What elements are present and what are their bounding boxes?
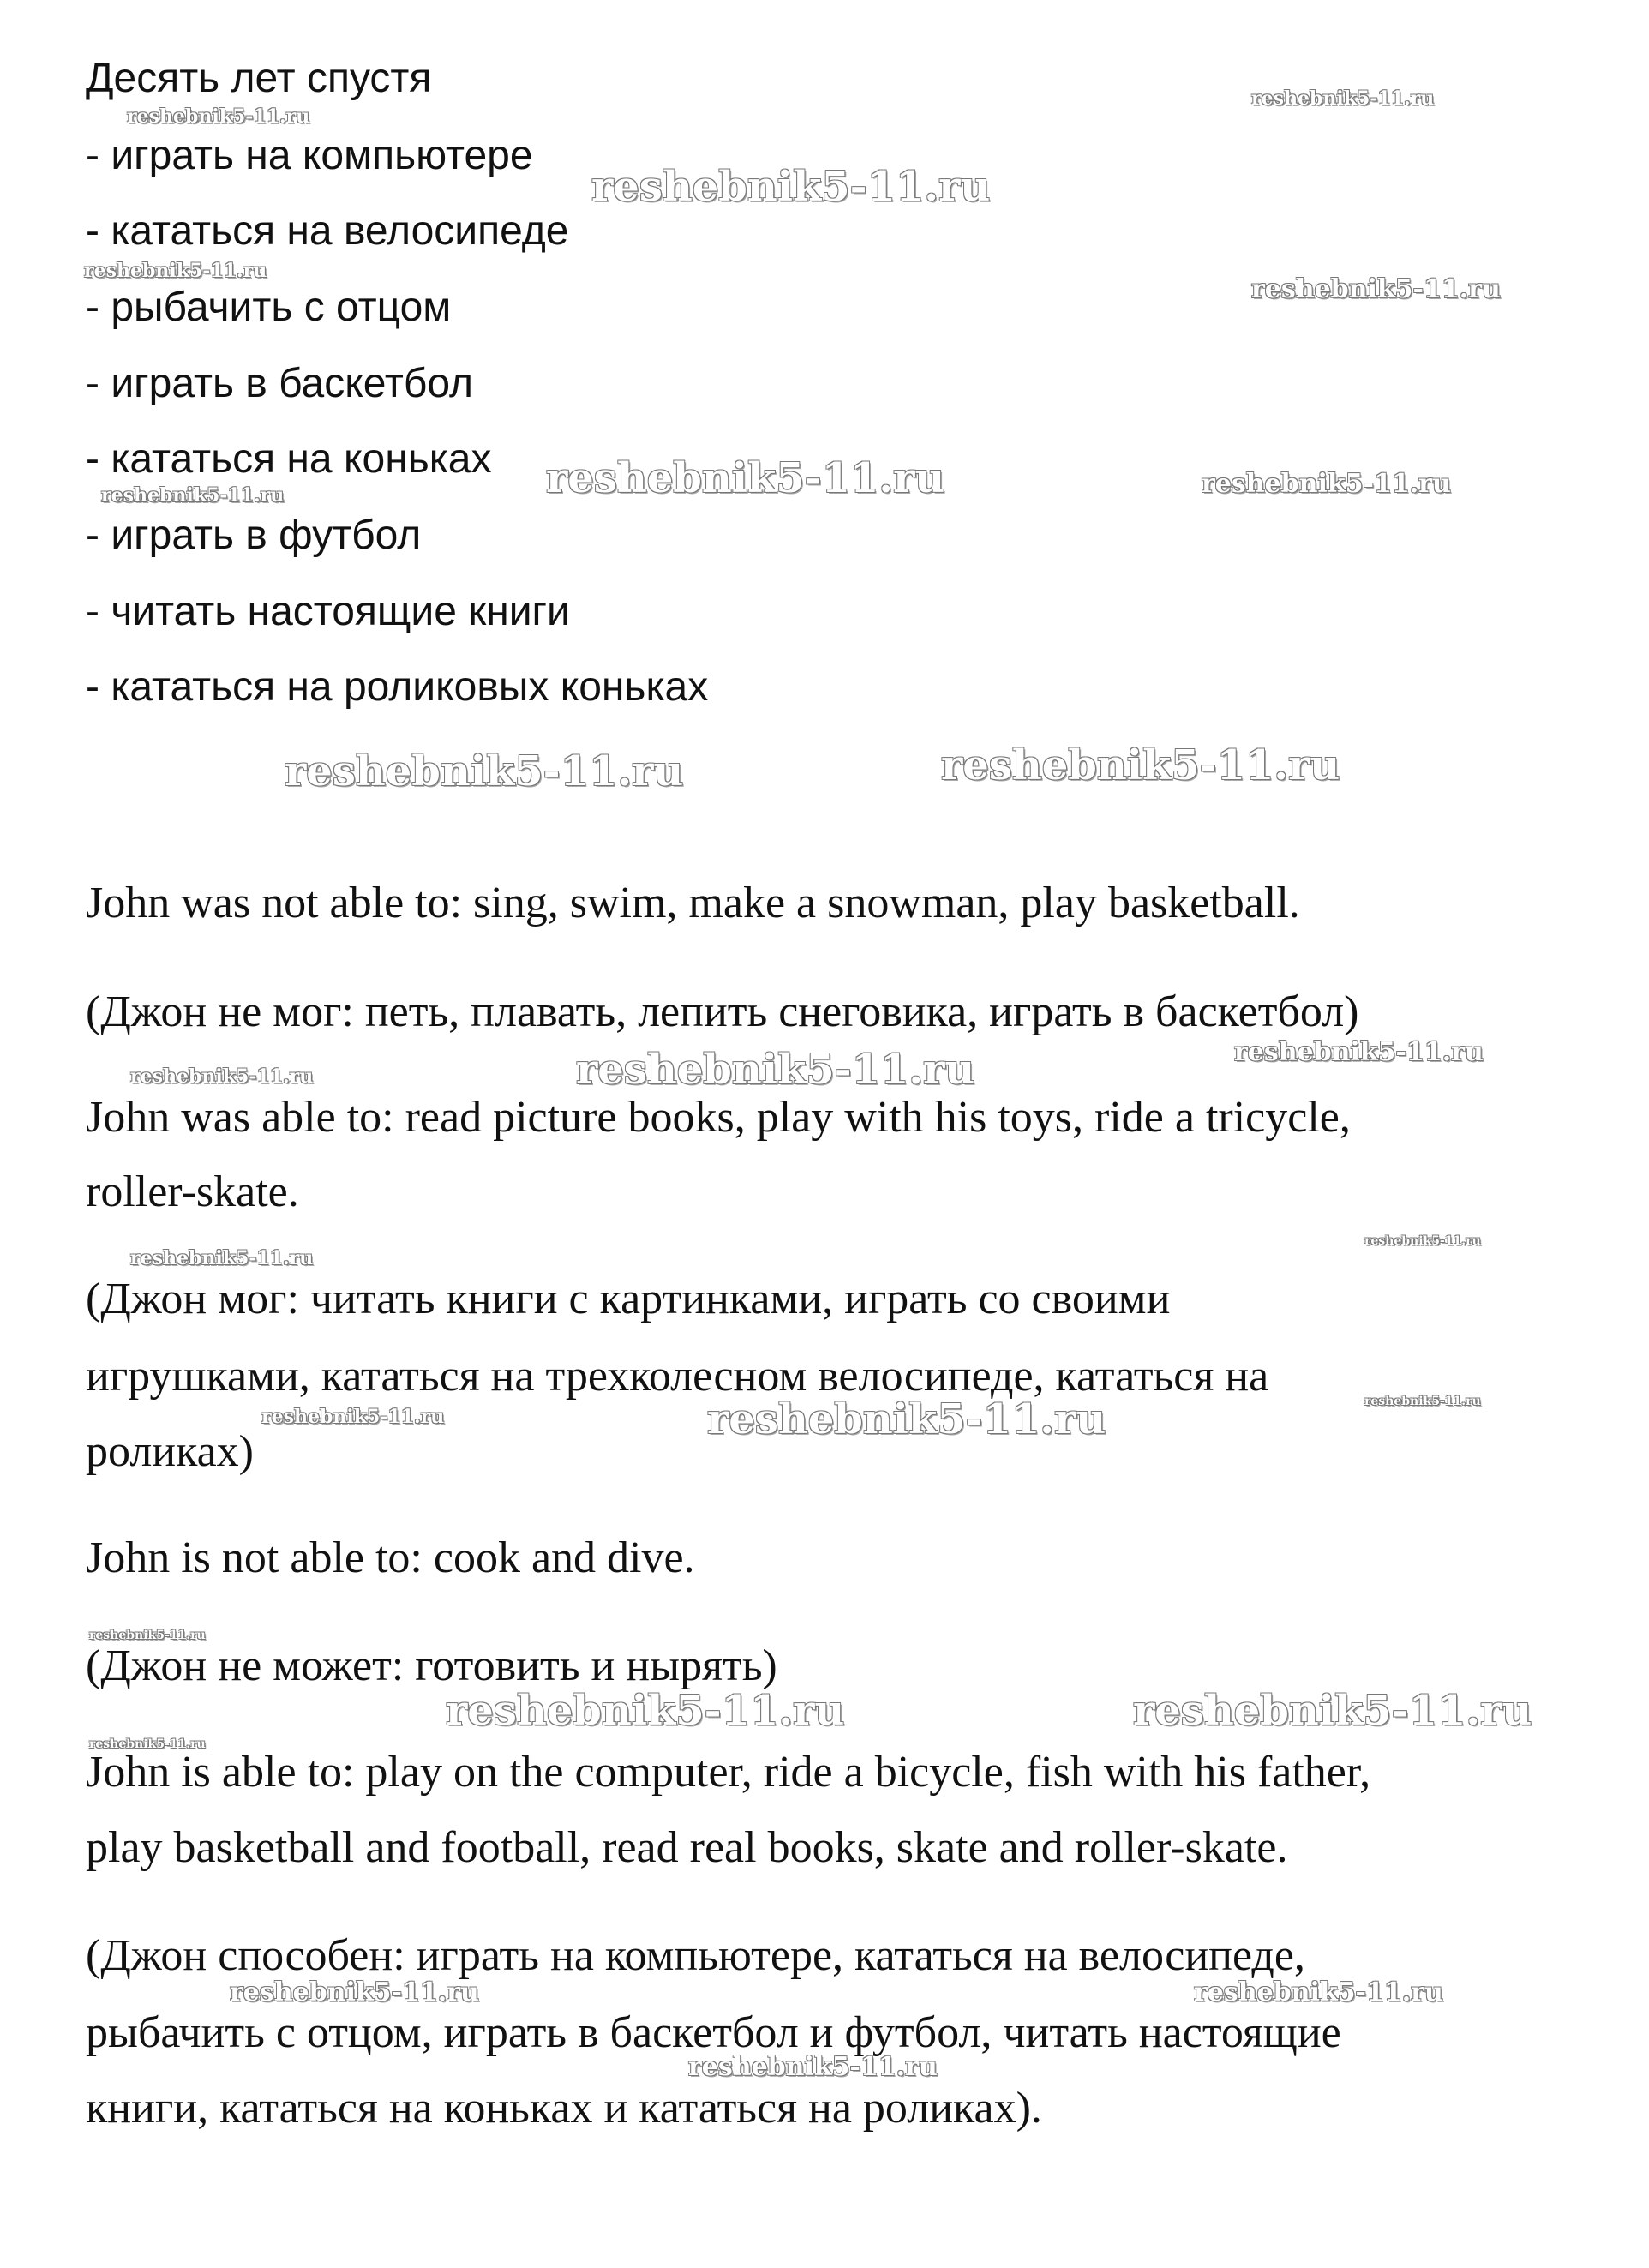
was-able-en: John was able to: read picture books, play with his toys, ride a tricycle, [86,1093,1351,1142]
watermark: reshebnik5-11.ru [130,1065,314,1088]
activity-item: - кататься на роликовых коньках [86,664,709,710]
activity-item: - играть в баскетбол [86,361,473,406]
watermark: reshebnik5-11.ru [688,2052,938,2082]
watermark: reshebnik5-11.ru [285,747,684,795]
was-able-ru: игрушками, кататься на трехколесном велосипеде, кататься на [86,1352,1269,1401]
watermark: reshebnik5-11.ru [1251,274,1501,304]
watermark: reshebnik5-11.ru [1251,87,1435,110]
watermark: reshebnik5-11.ru [261,1406,445,1428]
watermark: reshebnik5-11.ru [941,741,1340,789]
watermark: reshebnik5-11.ru [546,454,945,502]
is-able-en: John is able to: play on the computer, ride a bicycle, fish with his father, [86,1748,1371,1797]
is-able-ru: книги, кататься на коньках и кататься на роликах). [86,2084,1042,2133]
watermark: reshebnik5-11.ru [446,1687,845,1735]
is-not-able-en: John is not able to: cook and dive. [86,1533,695,1582]
watermark: reshebnik5-11.ru [1234,1037,1484,1067]
watermark: reshebnik5-11.ru [1202,469,1451,499]
watermark: reshebnik5-11.ru [1133,1687,1532,1735]
watermark: reshebnik5-11.ru [130,1247,314,1269]
watermark: reshebnik5-11.ru [1194,1977,1443,2007]
watermark: reshebnik5-11.ru [591,163,991,211]
watermark: reshebnik5-11.ru [230,1977,479,2007]
is-able-ru: (Джон способен: играть на компьютере, кататься на велосипеде, [86,1931,1305,1980]
was-not-able-ru: (Джон не мог: петь, плавать, лепить снеговика, играть в баскетбол) [86,987,1359,1036]
watermark: reshebnik5-11.ru [127,105,310,128]
activity-item: - играть на компьютере [86,133,533,178]
activity-item: - кататься на велосипеде [86,208,569,254]
watermark: reshebnik5-11.ru [707,1395,1106,1443]
watermark: reshebnik5-11.ru [89,1629,206,1642]
watermark: reshebnik5-11.ru [101,484,285,507]
heading: Десять лет спустя [86,56,432,101]
was-able-en: roller-skate. [86,1167,299,1216]
was-able-ru: роликах) [86,1427,254,1476]
activity-item: - читать настоящие книги [86,589,570,634]
was-able-ru: (Джон мог: читать книги с картинками, играть со своими [86,1275,1171,1323]
watermark: reshebnik5-11.ru [89,1737,206,1751]
watermark: reshebnik5-11.ru [1364,1395,1481,1408]
activity-item: - играть в футбол [86,513,422,558]
watermark: reshebnik5-11.ru [576,1046,975,1094]
watermark: reshebnik5-11.ru [1364,1234,1481,1248]
was-not-able-en: John was not able to: sing, swim, make a snowman, play basketball. [86,879,1300,927]
activity-item: - рыбачить с отцом [86,285,452,330]
is-able-ru: рыбачить с отцом, играть в баскетбол и футбол, читать настоящие [86,2008,1341,2057]
watermark: reshebnik5-11.ru [84,260,267,282]
activity-item: - кататься на коньках [86,436,492,482]
is-not-able-ru: (Джон не может: готовить и нырять) [86,1641,777,1690]
is-able-en: play basketball and football, read real books, skate and roller-skate. [86,1823,1288,1872]
